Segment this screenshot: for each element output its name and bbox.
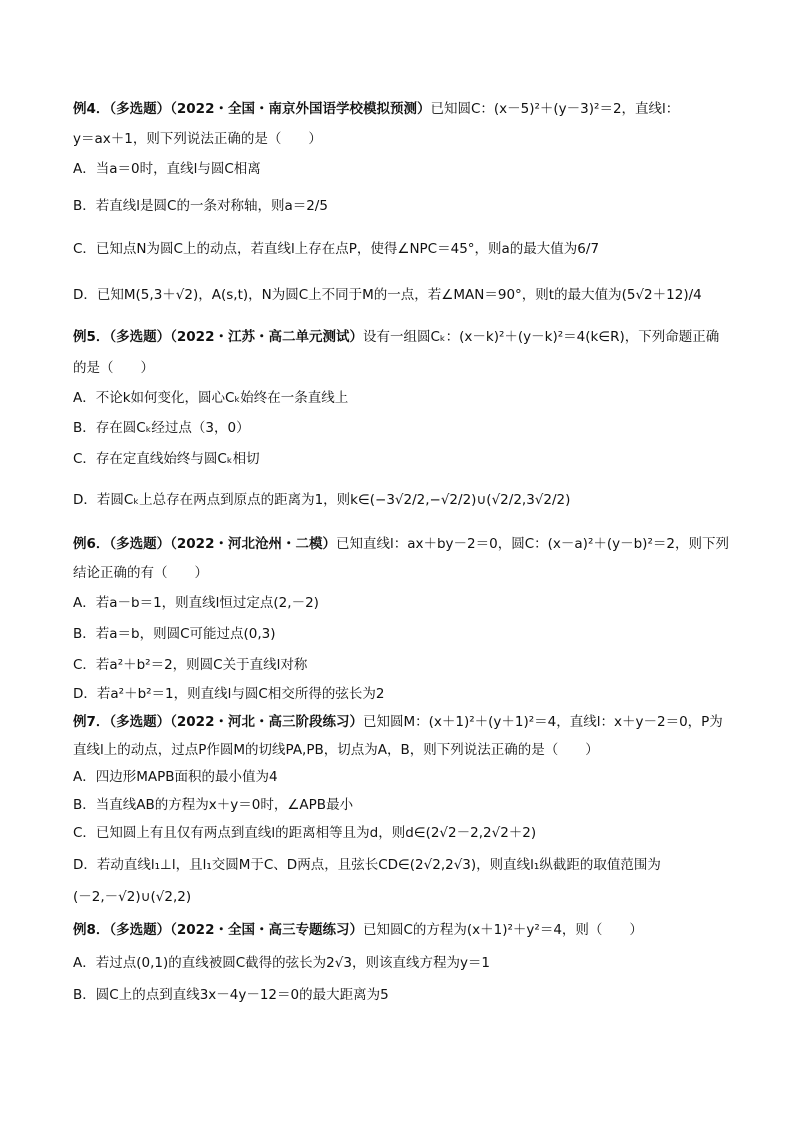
problem-4-line-1 bbox=[73, 99, 774, 119]
problem-4-option-c: C．已知点N为圆C上的动点，若直线l上存在点P，使得∠NPC＝45°，则a的最大值为6/7 bbox=[73, 241, 600, 257]
problem-5-heading: 例5．（多选题）（2022・江苏・高二单元测试） bbox=[73, 329, 363, 345]
problem-8-line-1 bbox=[73, 920, 774, 940]
problem-4-stem-cont: y＝ax＋1，则下列说法正确的是（ ） bbox=[73, 131, 322, 147]
problem-5-stem-cont: 的是（ ） bbox=[73, 360, 154, 376]
problem-4-heading: 例4．（多选题）（2022・全国・南京外国语学校模拟预测） bbox=[73, 101, 431, 117]
problem-5-stem: 设有一组圆Cₖ：(x－k)²＋(y－k)²＝4(k∈R)，下列命题正确 bbox=[362, 329, 720, 345]
problem-5-option-b: B．存在圆Cₖ经过点（3，0） bbox=[73, 420, 250, 436]
problem-6-stem-cont: 结论正确的有（ ） bbox=[73, 565, 208, 581]
problem-6-heading: 例6．（多选题）（2022・河北沧州・二模） bbox=[73, 536, 336, 552]
problem-7-option-c: C．已知圆上有且仅有两点到直线l的距离相等且为d，则d∈(2√2－2,2√2＋2) bbox=[73, 825, 537, 841]
problem-7-option-a: A．四边形MAPB面积的最小值为4 bbox=[73, 769, 278, 785]
problem-5-option-a: A．不论k如何变化，圆心Cₖ始终在一条直线上 bbox=[73, 390, 349, 406]
problem-6-stem: 已知直线l：ax＋by－2＝0，圆C：(x－a)²＋(y－b)²＝2，则下列 bbox=[335, 536, 729, 552]
problem-5-line-1 bbox=[73, 327, 774, 347]
problem-4-option-a: A．当a＝0时，直线l与圆C相离 bbox=[73, 161, 261, 177]
problem-6-option-b: B．若a＝b，则圆C可能过点(0,3) bbox=[73, 626, 276, 642]
problem-8-option-a: A．若过点(0,1)的直线被圆C截得的弦长为2√3，则该直线方程为y＝1 bbox=[73, 955, 491, 971]
problem-7-option-d: D．若动直线l₁⊥l，且l₁交圆M于C、D两点，且弦长CD∈(2√2,2√3)，则直线l₁纵截距的取值范围为 bbox=[73, 857, 661, 873]
problem-6-line-1 bbox=[73, 534, 774, 554]
problem-5-option-d: D．若圆Cₖ上总存在两点到原点的距离为1，则k∈(−3√2/2,−√2/2)∪(√2/2,3√2/2) bbox=[73, 492, 571, 508]
problem-7-heading: 例7．（多选题）（2022・河北・高三阶段练习） bbox=[73, 714, 363, 730]
problem-8-heading: 例8．（多选题）（2022・全国・高三专题练习） bbox=[73, 922, 363, 938]
problem-4-option-b: B．若直线l是圆C的一条对称轴，则a＝2/5 bbox=[73, 198, 328, 214]
problem-7-option-b: B．当直线AB的方程为x＋y＝0时，∠APB最小 bbox=[73, 797, 354, 813]
problem-7-option-d-cont: (－2,－√2)∪(√2,2) bbox=[73, 889, 192, 905]
problem-6-option-a: A．若a－b＝1，则直线l恒过定点(2,－2) bbox=[73, 595, 319, 611]
problem-5-option-c: C．存在定直线始终与圆Cₖ相切 bbox=[73, 451, 260, 467]
problem-8-option-b: B．圆C上的点到直线3x－4y－12＝0的最大距离为5 bbox=[73, 987, 389, 1003]
problem-6-option-c: C．若a²＋b²＝2，则圆C关于直线l对称 bbox=[73, 657, 308, 673]
problem-6-option-d: D．若a²＋b²＝1，则直线l与圆C相交所得的弦长为2 bbox=[73, 686, 385, 702]
problem-7-line-1 bbox=[73, 712, 774, 732]
problem-7-stem-cont: 直线l上的动点，过点P作圆M的切线PA,PB，切点为A，B，则下列说法正确的是（ ） bbox=[73, 742, 599, 758]
problem-4-stem: 已知圆C：(x－5)²＋(y－3)²＝2，直线l： bbox=[430, 101, 680, 117]
problem-7-stem: 已知圆M：(x＋1)²＋(y＋1)²＝4，直线l：x＋y－2＝0，P为 bbox=[362, 714, 723, 730]
problem-8-stem: 已知圆C的方程为(x＋1)²＋y²＝4，则（ ） bbox=[362, 922, 643, 938]
problem-4-option-d: D．已知M(5,3＋√2)，A(s,t)，N为圆C上不同于M的一点，若∠MAN＝90°，则t的最大值为(5√2＋12)/4 bbox=[73, 287, 702, 303]
